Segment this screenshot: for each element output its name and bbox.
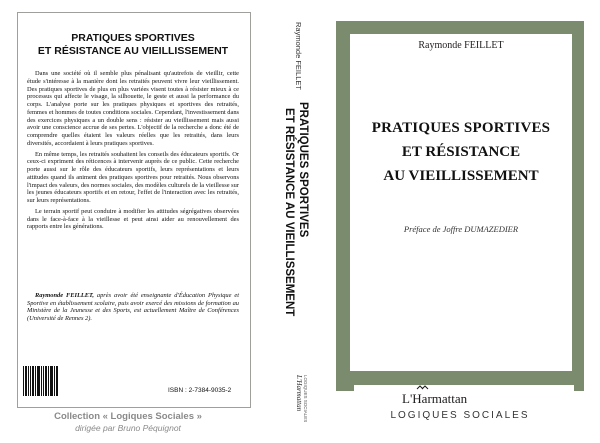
front-title-line2: ET RÉSISTANCE xyxy=(401,144,521,160)
summary-paragraph: En même temps, les retraités souhaitent les conseils des éducateurs sportifs. Or ceux-ci expriment des réticences à intervenir auprès de ce public. Cette recherche porte aussi sur le rôle des éducateurs sportifs, leurs représentations et leurs attitudes quand ils animent des pratiques sportives pour retraités. Nous observons l'impact des valeurs, des normes sociales, des modèles culturels de la vieillesse sur les jeunes éducateurs sportifs et en retour, l'effet de l'interaction avec les retraités, sur leurs représentations. xyxy=(27,150,239,204)
spine-author: Raymonde FEILLET xyxy=(294,22,303,90)
spine-title-line1: PRATIQUES SPORTIVES xyxy=(297,102,309,238)
spine-series-name: LOGIQUES SOCIALES xyxy=(303,375,308,423)
summary-paragraph: Le terrain sportif peut conduire à modifier les attitudes ségrégatives observées dans le face-à-face à la vieillesse et peut ainsi aider au renouvellement des rapports entre les générations. xyxy=(27,207,239,231)
front-cover-panel xyxy=(350,34,572,371)
back-title-line2: ET RÉSISTANCE AU VIEILLISSEMENT xyxy=(37,45,229,57)
summary-paragraph: Dans une société où il semble plus pénalisant qu'autrefois de vieillir, cette étude s'intéresse à la manière dont les retraités peuvent vivre leur vieillissement. Des pratiques sportives de plus en plus variées visent toutes à résister mieux à ce processus qui affecte le visage, la silhouette, le geste et aussi la performance du corps. L'analyse porte sur les pratiques physiques et sportives des retraités, femmes et hommes de toutes conditions sociales. Cependant, l'investissement dans des exercices physiques a un double sens : résister au vieillissement mais aussi avoir une conscience accrue de ses pertes. L'objectif de la recherche a donc été de comprendre quelles étaient les valeurs réelles que les retraités, dans leurs diversités, accordaient à leurs pratiques sportives. xyxy=(27,70,239,147)
back-cover-summary xyxy=(27,70,239,234)
publisher-logo xyxy=(354,385,574,411)
spine-title-line2: ET RÉSISTANCE AU VIEILLISSEMENT xyxy=(283,108,295,317)
front-author: Raymonde FEILLET xyxy=(418,40,504,51)
isbn-number: ISBN : 2-7384-9035-2 xyxy=(168,387,232,394)
collection-name: Collection « Logiques Sociales » xyxy=(54,411,202,422)
collection-director: dirigée par Bruno Péquignot xyxy=(75,423,181,433)
author-bio-text: après avoir été enseignante d'Éducation Physique et Sportive en établissement scolaire, puis avoir exercé des missions de formation au Ministère de la Jeunesse et des Sports, est actuellement Maître de Conférences (Université de Rennes 2). xyxy=(27,292,240,323)
back-cover-title xyxy=(22,32,244,58)
publisher-name: L'Harmattan xyxy=(402,391,468,406)
front-title-line3: AU VIEILLISSEMENT xyxy=(383,168,539,184)
author-bio xyxy=(27,292,239,323)
author-bio-name: Raymonde FEILLET, xyxy=(35,292,94,299)
spine-publisher-name: L'Harmattan xyxy=(295,375,303,412)
spine-publisher-logo xyxy=(283,373,313,425)
front-preface: Préface de Joffre DUMAZEDIER xyxy=(403,224,519,234)
back-title-line1: PRATIQUES SPORTIVES xyxy=(71,32,195,44)
front-series: LOGIQUES SOCIALES xyxy=(390,410,530,421)
barcode xyxy=(21,364,61,402)
front-title-line1: PRATIQUES SPORTIVES xyxy=(371,120,551,136)
